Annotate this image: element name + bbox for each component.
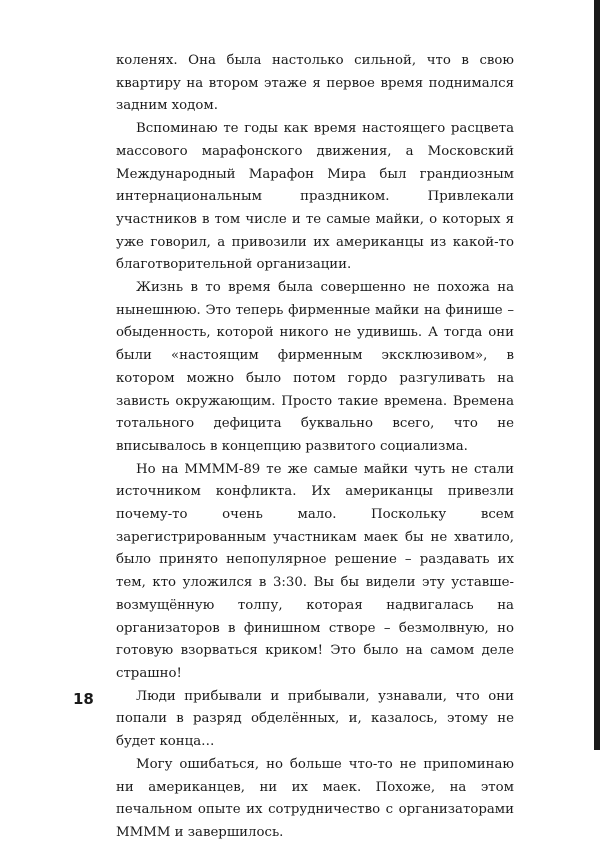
- paragraph-4: Но на ММММ-89 те же самые майки чуть не стали источником конфликта. Их американцы привезли почему-то очень мало. Поскольку всем зарегистрированным участникам маек бы не хватило, было принято непопулярное решение – раздавать их тем, кто уложился в 3:30. Вы бы видели эту уставше-возмущённую толпу, которая надвигалась на организаторов в финишном створе – безмолвную, но готовую взорваться криком! Это было на самом деле страшно!: [116, 461, 514, 681]
- page-edge-shadow: [594, 0, 600, 750]
- paragraph-2: Вспоминаю те годы как время настоящего расцвета массового марафонского движения, а Московский Международный Марафон Мира был грандиозным интернациональным праздником. Привлекали участников в том числе и те самые майки, о которых я уже говорил, а привозили их американцы из какой-то благотворительной организации.: [116, 121, 514, 273]
- paragraph-5: Люди прибывали и прибывали, узнавали, что они попали в разряд обделённых, и, казалось, этому не будет конца…: [116, 688, 514, 750]
- body-text: [116, 50, 514, 845]
- paragraph-3: Жизнь в то время была совершенно не похожа на нынешнюю. Это теперь фирменные майки на финише – обыденность, которой никого не удивишь. А тогда они были «настоящим фирменным эксклюзивом», в котором можно было потом гордо разгуливать на зависть окружающим. Просто такие времена. Времена тотального дефицита буквально всего, что не вписывалось в концепцию развитого социализма.: [116, 280, 514, 454]
- paragraph-1: коленях. Она была настолько сильной, что в свою квартиру на втором этаже я первое время поднимался задним ходом.: [116, 53, 514, 114]
- page-number: 18: [73, 690, 94, 708]
- paragraph-6: Могу ошибаться, но больше что-то не припоминаю ни американцев, ни их маек. Похоже, на этом печальном опыте их сотрудничество с организаторами ММММ и завершилось.: [116, 756, 514, 840]
